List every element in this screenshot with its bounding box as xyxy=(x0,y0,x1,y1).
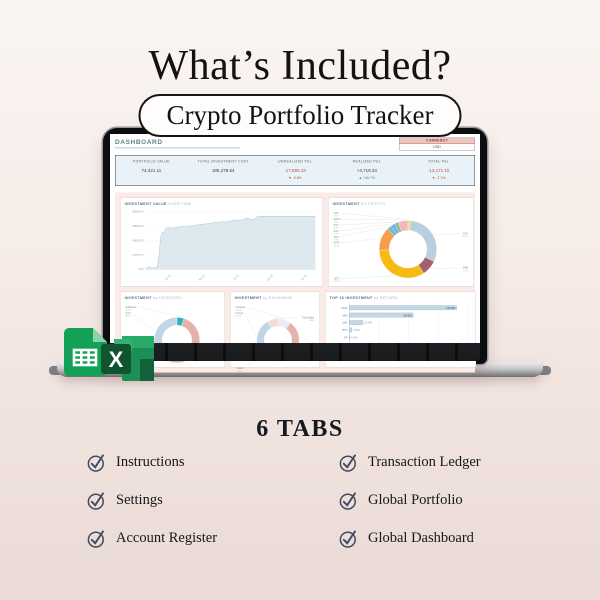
svg-text:80000.00: 80000.00 xyxy=(132,210,144,214)
check-icon xyxy=(338,490,359,511)
svg-text:0.00%: 0.00% xyxy=(350,336,358,340)
svg-text:Jul-23: Jul-23 xyxy=(232,274,240,282)
excel-icon xyxy=(100,335,158,385)
svg-text:13.1%: 13.1% xyxy=(333,245,340,248)
svg-text:40000.00: 40000.00 xyxy=(132,239,144,243)
svg-text:27.0%: 27.0% xyxy=(235,315,242,318)
kpi-total-pnl: TOTAL P&L -13,171.10 ▼ -7.1% xyxy=(427,160,450,180)
svg-text:5.0%: 5.0% xyxy=(236,370,242,373)
svg-text:33.7%: 33.7% xyxy=(334,281,341,284)
svg-text:AVAX: AVAX xyxy=(333,241,340,245)
check-icon xyxy=(86,490,107,511)
tab-item-global-portfolio: Global Portfolio xyxy=(338,490,530,511)
svg-text:Kraken: Kraken xyxy=(236,367,244,371)
card-investment-by-category: INVESTMENT by CATEGORY Stablecoin 5.0% DeFi 38.0% xyxy=(120,292,225,368)
product-badge-label: Crypto Portfolio Tracker xyxy=(166,100,434,130)
laptop-mockup xyxy=(103,128,487,373)
tab-item-account-register: Account Register xyxy=(86,528,338,549)
check-icon xyxy=(86,452,107,473)
svg-text:145.28%: 145.28% xyxy=(445,306,456,310)
svg-text:Jan-24: Jan-24 xyxy=(300,274,308,282)
svg-text:OP: OP xyxy=(343,336,348,340)
svg-text:BTC: BTC xyxy=(342,329,348,333)
svg-text:10.0%: 10.0% xyxy=(235,309,242,312)
laptop-screen xyxy=(110,134,480,373)
check-icon xyxy=(338,452,359,473)
svg-text:5.6%: 5.6% xyxy=(333,221,339,224)
svg-text:30.5%: 30.5% xyxy=(461,236,469,239)
svg-text:18.14%: 18.14% xyxy=(363,321,373,325)
kpi-bar xyxy=(115,155,475,186)
svg-text:2.7%: 2.7% xyxy=(333,233,339,236)
tab-item-instructions: Instructions xyxy=(86,452,338,473)
svg-text:Trust Wallet: Trust Wallet xyxy=(301,316,315,320)
investment-value-area-chart xyxy=(125,208,319,287)
kpi-total-investment-cost: TOTAL INVESTMENT COST 185,478.64 xyxy=(197,160,249,173)
svg-text:X: X xyxy=(108,347,124,372)
svg-text:Apr-23: Apr-23 xyxy=(198,274,206,282)
check-icon xyxy=(338,528,359,549)
svg-text:BNB: BNB xyxy=(463,266,469,270)
laptop-keyboard xyxy=(110,343,480,361)
card-investment-by-exchange: INVESTMENT by EXCHANGE Coinbase 10.0% KuCoin 27.0% Trust Wallet 8.0% Kraken 5.0% xyxy=(230,292,320,368)
svg-text:Coinbase: Coinbase xyxy=(235,305,246,309)
svg-text:86.45%: 86.45% xyxy=(403,314,412,318)
svg-text:5.0%: 5.0% xyxy=(125,309,131,312)
svg-text:2.3%: 2.3% xyxy=(333,239,339,242)
svg-text:1.5%: 1.5% xyxy=(333,215,339,218)
investment-by-exchange-donut xyxy=(235,302,316,376)
svg-text:ADA: ADA xyxy=(333,235,339,239)
svg-text:AVAX: AVAX xyxy=(341,306,348,310)
tabs-checklist xyxy=(86,452,530,549)
tab-item-settings: Settings xyxy=(86,490,338,511)
svg-text:Stablecoin: Stablecoin xyxy=(125,305,137,309)
kpi-unrealized-pnl: UNREALIZED P&L -17,890.43 ▼ -9.6% xyxy=(278,160,312,180)
svg-text:8.0%: 8.0% xyxy=(309,320,315,323)
svg-text:38.0%: 38.0% xyxy=(125,315,132,318)
kpi-realized-pnl: REALIZED P&L +4,719.33 ▲ +46.7% xyxy=(352,160,381,180)
kpi-portfolio-value: PORTFOLIO VALUE 74,321.11 xyxy=(132,160,170,173)
svg-text:3.36%: 3.36% xyxy=(353,329,360,333)
currency-label: CURRENCY xyxy=(400,138,475,144)
svg-text:MANA: MANA xyxy=(333,217,341,221)
currency-value: USD xyxy=(400,144,475,150)
svg-text:1.9%: 1.9% xyxy=(333,227,339,230)
svg-text:LINK: LINK xyxy=(333,211,339,215)
tab-item-global-dashboard: Global Dashboard xyxy=(338,528,530,549)
svg-text:Jan-23: Jan-23 xyxy=(164,274,172,282)
card-investment-by-crypto: INVESTMENT BY CRYPTO LINK 1.5% MANA 5.6% DOT 1.9% SOL 2.7% ADA 2.3% AVAX 13.1% ETH 30.5% BNB 8.7% BTC 33.7% xyxy=(328,198,474,287)
tabs-heading: 6 TABS xyxy=(256,415,344,442)
svg-text:60000.00: 60000.00 xyxy=(132,224,144,228)
card-investment-value-over-time: INVESTMENT VALUE OVER TIME 80000.00 60000.00 40000.00 20000.00 0.00 Jan-23 Apr-23 Jul-23 Oct-23 Jan-24 xyxy=(120,198,323,287)
check-icon xyxy=(86,528,107,549)
svg-text:ADA: ADA xyxy=(342,314,348,318)
dashboard-title-underline xyxy=(115,147,240,149)
card-top-investment-by-return: TOP 10 INVESTMENT by RETURN AVAX 145.28% ADA 86.45% LINK 18.14% BTC 3.36% OP 0.00% xyxy=(325,292,476,368)
svg-text:DeFi: DeFi xyxy=(125,311,131,315)
svg-text:8.7%: 8.7% xyxy=(463,270,469,273)
svg-text:LINK: LINK xyxy=(341,321,348,325)
investment-by-crypto-donut xyxy=(333,208,470,286)
svg-text:SOL: SOL xyxy=(333,229,339,233)
product-badge xyxy=(139,94,462,137)
dashboard-title: DASHBOARD xyxy=(115,138,163,146)
page-title: What’s Included? xyxy=(148,43,452,90)
svg-text:DOT: DOT xyxy=(333,223,339,227)
svg-text:Oct-23: Oct-23 xyxy=(266,274,274,282)
svg-text:20000.00: 20000.00 xyxy=(132,253,144,257)
currency-box xyxy=(399,138,475,151)
svg-text:0.00: 0.00 xyxy=(138,268,144,272)
tab-item-transaction-ledger: Transaction Ledger xyxy=(338,452,530,473)
svg-text:BTC: BTC xyxy=(334,277,340,281)
svg-text:KuCoin: KuCoin xyxy=(235,311,244,315)
svg-text:ETH: ETH xyxy=(463,232,469,236)
dashboard-screenshot xyxy=(110,134,480,373)
